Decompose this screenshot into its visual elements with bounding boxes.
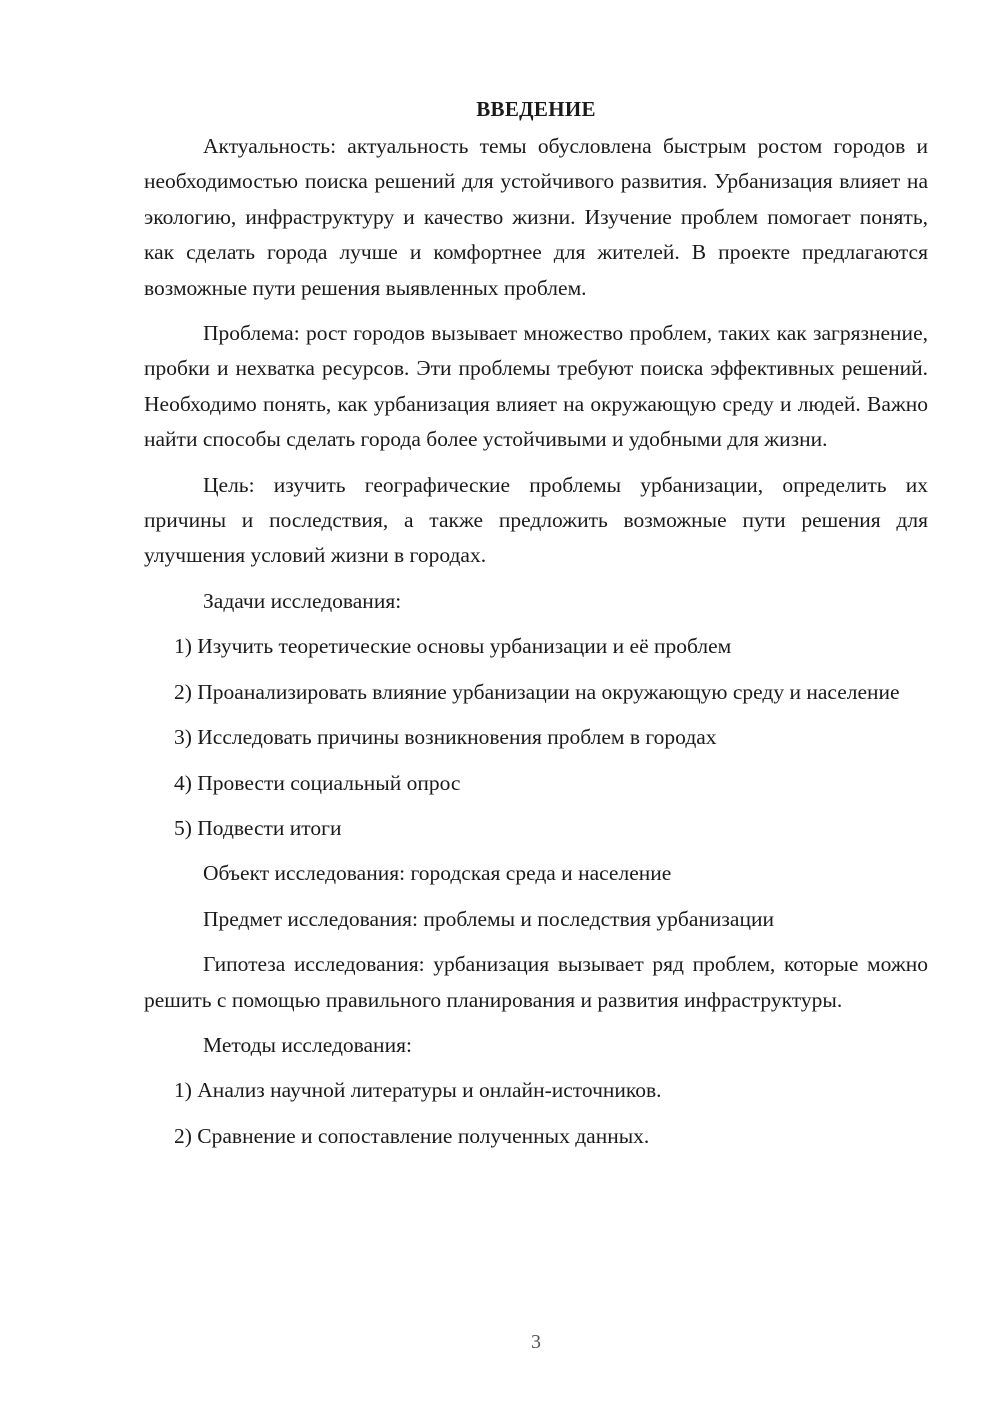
- research-subject: Предмет исследования: проблемы и последствия урбанизации: [203, 906, 774, 931]
- goal-paragraph: Цель: изучить географические проблемы урбанизации, определить их причины и последствия, а также предложить возможные пути решения для улучшения условий жизни в городах.: [144, 472, 928, 568]
- methods-heading: Методы исследования:: [203, 1032, 412, 1057]
- page-title: ВВЕДЕНИЕ: [476, 97, 596, 121]
- method-item-1: 1) Анализ научной литературы и онлайн-источников.: [174, 1078, 662, 1103]
- task-item-3: 3) Исследовать причины возникновения проблем в городах: [174, 725, 717, 750]
- hypothesis-paragraph: Гипотеза исследования: урбанизация вызывает ряд проблем, которые можно решить с помощью правильного планирования и развития инфраструктуры.: [144, 952, 928, 1012]
- task-item-2: 2) Проанализировать влияние урбанизации на окружающую среду и население: [174, 679, 900, 704]
- task-item-1: 1) Изучить теоретические основы урбанизации и её проблем: [174, 634, 732, 659]
- relevance-paragraph: Актуальность: актуальность темы обусловлена быстрым ростом городов и необходимостью поиска решений для устойчивого развития. Урбанизация влияет на экологию, инфраструктуру и качество жизни. Изучение проблем помогает понять, как сделать города лучше и комфортнее для жителей. В проекте предлагаются возможные пути решения выявленных проблем.: [144, 134, 928, 300]
- task-item-5: 5) Подвести итоги: [174, 815, 342, 840]
- problem-paragraph: Проблема: рост городов вызывает множество проблем, таких как загрязнение, пробки и нехватка ресурсов. Эти проблемы требуют поиска эффективных решений. Необходимо понять, как урбанизация влияет на окружающую среду и людей. Важно найти способы сделать города более устойчивыми и удобными для жизни.: [144, 321, 928, 452]
- tasks-heading: Задачи исследования:: [203, 588, 402, 613]
- task-item-4: 4) Провести социальный опрос: [174, 770, 461, 795]
- method-item-2: 2) Сравнение и сопоставление полученных данных.: [174, 1123, 650, 1148]
- research-object: Объект исследования: городская среда и население: [203, 861, 672, 886]
- page-number: 3: [531, 1331, 541, 1353]
- document-page: [144, 92, 928, 1164]
